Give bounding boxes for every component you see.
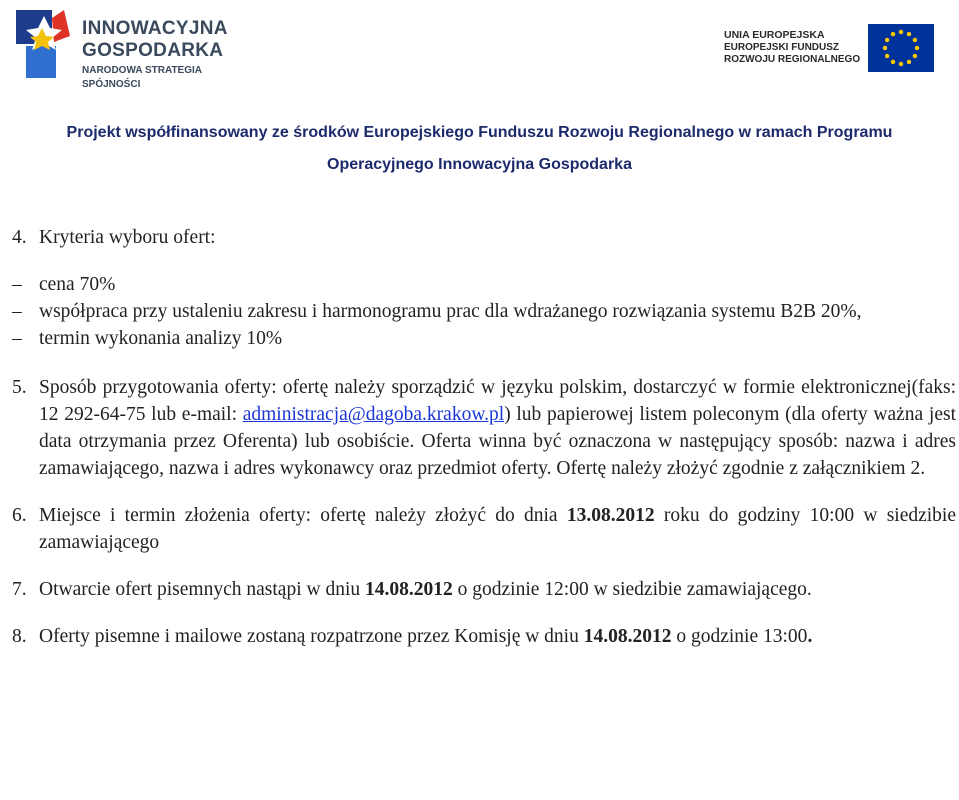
logo-line-1: INNOWACYJNA (82, 18, 228, 39)
section-number: 5. (12, 377, 27, 398)
section-8 (12, 623, 956, 650)
review-date: 14.08.2012 (583, 626, 672, 647)
eu-logo-line-3: ROZWOJU REGIONALNEGO (724, 54, 861, 65)
text-segment: Oferty pisemne i mailowe zostaną rozpatrzone przez Komisję w dniu (39, 626, 584, 647)
opening-date: 14.08.2012 (365, 579, 453, 600)
text-segment: o godzinie 13:00 (671, 626, 808, 647)
section-number: 6. (12, 505, 27, 526)
email-link[interactable]: administracja@dagoba.krakow.pl (242, 404, 505, 425)
text-segment: . (807, 626, 813, 647)
text-segment: Otwarcie ofert pisemnych nastąpi w dniu (39, 579, 365, 600)
project-line-2: Operacyjnego Innowacyjna Gospodarka (327, 156, 632, 173)
dash-icon: – (12, 274, 22, 295)
list-item-text: współpraca przy ustaleniu zakresu i harmonogramu prac dla wdrażanego rozwiązania systemu B2B 20%, (39, 301, 862, 322)
section-number: 8. (12, 626, 27, 647)
eu-flag-icon (868, 24, 934, 72)
section-text (39, 374, 956, 482)
project-funding-note (0, 117, 959, 181)
text-segment: roku do godziny 10:00 w siedzibie zamawiającego (39, 505, 956, 553)
text-segment: ) lub papierowej listem poleconym (dla oferty ważna jest data otrzymania przez Oferenta) lub osobiście. Oferta winna być oznaczona w następujący sposób: nazwa i adres zamawiającego, nazwa i adres wykonawcy oraz przedmiot oferty. Ofertę należy złożyć zgodnie z załącznikiem 2. (39, 404, 956, 479)
document-content (12, 224, 956, 670)
list-item (12, 325, 956, 352)
text-segment: Sposób przygotowania oferty: ofertę należy sporządzić w języku polskim, dostarczyć w formie elektronicznej(faks: 12 292-64-75 lub e-mail: (39, 377, 956, 425)
section-text (39, 576, 956, 603)
section-7 (12, 576, 956, 603)
section-title: Kryteria wyboru ofert: (39, 227, 216, 248)
dash-icon: – (12, 328, 22, 349)
section-5 (12, 374, 956, 482)
list-item-text: cena 70% (39, 274, 116, 295)
text-segment: Miejsce i termin złożenia oferty: ofertę należy złożyć do dnia (39, 505, 567, 526)
deadline-date: 13.08.2012 (566, 505, 655, 526)
list-item (12, 271, 956, 298)
section-6 (12, 502, 956, 556)
eu-logo-line-2: EUROPEJSKI FUNDUSZ (724, 42, 840, 53)
section-number: 4. (12, 227, 27, 248)
list-item-text: termin wykonania analizy 10% (39, 328, 283, 349)
innowacyjna-gospodarka-logo (12, 6, 252, 90)
eu-logo-line-1: UNIA EUROPEJSKA (724, 29, 825, 41)
eu-logo (718, 18, 938, 78)
star-emblem-icon (12, 6, 74, 80)
project-line-1: Projekt współfinansowany ze środków Europejskiego Funduszu Rozwoju Regionalnego w ramach Programu (66, 124, 893, 141)
text-segment: o godzinie 12:00 w siedzibie zamawiającego. (452, 579, 812, 600)
logo-line-2: GOSPODARKA (82, 40, 224, 61)
section-number: 7. (12, 579, 27, 600)
section-text (39, 623, 956, 650)
dash-icon: – (12, 301, 22, 322)
list-item (12, 298, 956, 325)
logo-line-3: NARODOWA STRATEGIA SPÓJNOŚCI (82, 65, 202, 90)
criteria-list (12, 271, 956, 352)
section-4-heading (12, 224, 956, 251)
section-text (39, 502, 956, 556)
